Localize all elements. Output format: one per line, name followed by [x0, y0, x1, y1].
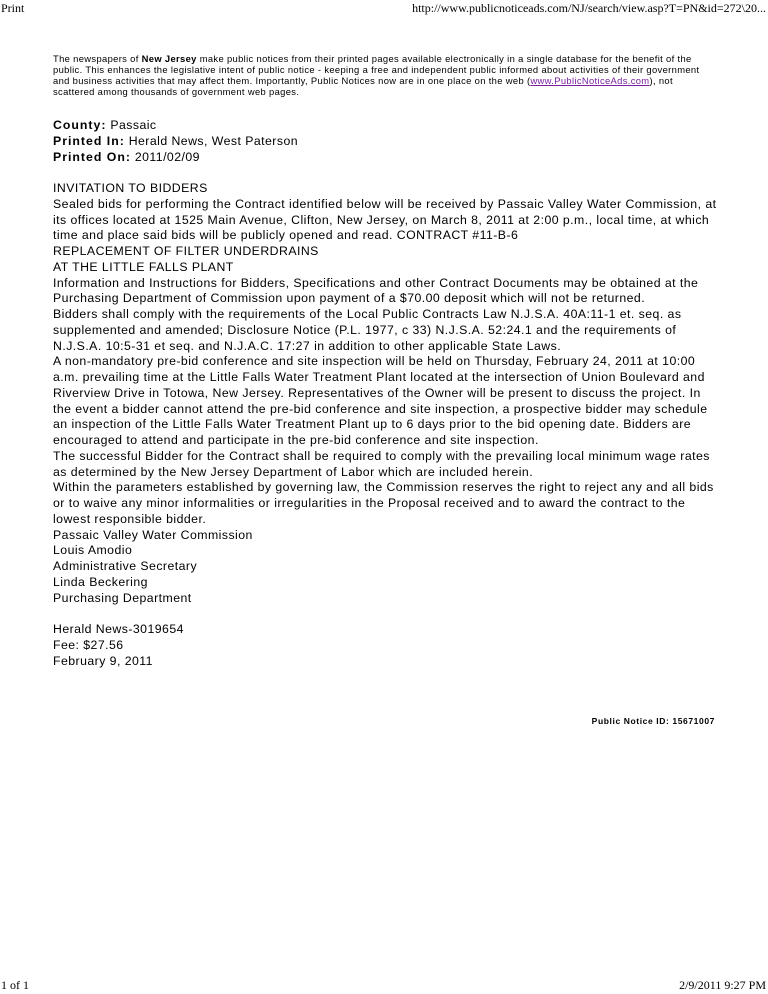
intro-paragraph [53, 53, 715, 97]
notice-paragraph-bids: Sealed bids for performing the Contract identified below will be received by Passaic Valley Water Commission, at its offices located at 1525 Main Avenue, Clifton, New Jersey, on March 8, 2011 at 2:00 p.m., local time, at which time and place said bids will be publicly opened and read. CONTRACT #11-B-6 [53, 196, 717, 243]
intro-text-2: make public notices from their printed pages available electronically in a single database for the benefit of the public. This enhances the legislative intent of public notice - keeping a free and independent public informed about activities of their government and business activities that may affect them. Importantly, Public Notices now are in one place on the web ( [53, 53, 700, 86]
publication-fee: Fee: $27.56 [53, 637, 124, 652]
notice-paragraph-conference: A non-mandatory pre-bid conference and site inspection will be held on Thursday, February 24, 2011 at 10:00 a.m. prevailing time at the Little Falls Water Treatment Plant located at the intersection of Union Boulevard and Riverview Drive in Totowa, New Jersey. Representatives of the Owner will be present to discuss the project. In the event a bidder cannot attend the pre-bid conference and site inspection, a prospective bidder may schedule an inspection of the Little Falls Water Treatment Plant up to 6 days prior to the bid opening date. Bidders are encouraged to attend and participate in the pre-bid conference and site inspection. [53, 354, 708, 447]
notice-heading: INVITATION TO BIDDERS [53, 181, 208, 195]
publication-date: February 9, 2011 [53, 653, 153, 668]
signature-title-2: Purchasing Department [53, 590, 192, 605]
print-header-title: Print [1, 1, 25, 15]
notice-meta [53, 117, 715, 165]
intro-text-3: ), not scattered among thousands of government web pages. [53, 75, 673, 97]
printed-in-value: Herald News, West Paterson [128, 134, 299, 148]
signature-name-1: Louis Amodio [53, 543, 133, 558]
county-value: Passaic [110, 118, 157, 132]
notice-paragraph-wages: The successful Bidder for the Contract shall be required to comply with the prevailing local minimum wage rates as determined by the New Jersey Department of Labor which are included herein. [53, 448, 710, 479]
publicnoticeads-link[interactable]: www.PublicNoticeAds.com [530, 75, 650, 86]
intro-text-1: The newspapers of [53, 53, 142, 64]
county-label: County: [53, 118, 107, 132]
printed-in-row [53, 133, 715, 149]
print-footer-datetime: 2/9/2011 9:27 PM [679, 978, 766, 992]
print-header-url: http://www.publicnoticeads.com/NJ/search/view.asp?T=PN&id=272\20... [412, 1, 766, 15]
public-notice-id: Public Notice ID: 15671007 [591, 716, 715, 726]
printed-in-label: Printed In: [53, 134, 125, 148]
signature-title-1: Administrative Secretary [53, 559, 198, 573]
print-footer-page: 1 of 1 [1, 978, 29, 992]
spacer [53, 606, 723, 622]
notice-body [53, 181, 723, 669]
intro-state: New Jersey [141, 53, 197, 64]
notice-contract-location: AT THE LITTLE FALLS PLANT [53, 259, 234, 274]
notice-paragraph-rights: Within the parameters established by governing law, the Commission reserves the right to reject any and all bids or to waive any minor informalities or irregularities in the Proposal received and to award the contract to the lowest responsible bidder. [53, 480, 714, 526]
notice-paragraph-compliance: Bidders shall comply with the requirements of the Local Public Contracts Law N.J.S.A. 40A:11-1 et. seq. as supplemented and amended; Disclosure Notice (P.L. 1977, c 33) N.J.S.A. 52:24.1 and the requirements of N.J.S.A. 10:5-31 et seq. and N.J.A.C. 17:27 in addition to other applicable State Laws. [53, 307, 682, 353]
printed-on-label: Printed On: [53, 150, 131, 164]
signature-commission: Passaic Valley Water Commission [53, 527, 253, 542]
printed-on-value: 2011/02/09 [134, 150, 200, 164]
notice-paragraph-documents: Information and Instructions for Bidders, Specifications and other Contract Documents may be obtained at the Purchasing Department of Commission upon payment of a $70.00 deposit which will not be returned. [53, 275, 699, 306]
notice-contract-title: REPLACEMENT OF FILTER UNDERDRAINS [53, 244, 319, 258]
printed-on-row [53, 149, 715, 165]
county-row [53, 117, 715, 133]
publication-ref: Herald News-3019654 [53, 622, 184, 636]
signature-name-2: Linda Beckering [53, 574, 148, 589]
